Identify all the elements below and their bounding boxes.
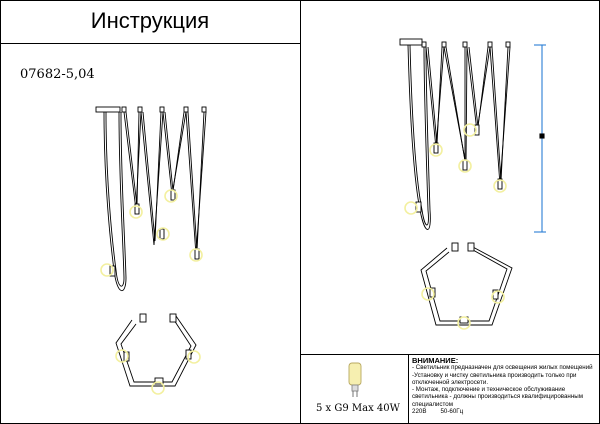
pentagon-highlights-left bbox=[116, 350, 200, 394]
warning-line: - Монтаж, подключение и техническое обслуживание светильника - должны производиться квалифицированным специалистом bbox=[412, 386, 583, 408]
product-code: 07682-5,04 bbox=[20, 67, 95, 82]
warning-heading: ВНИМАНИЕ: bbox=[412, 356, 459, 365]
lamp-spec: 5 x G9 Max 40W bbox=[316, 403, 400, 414]
pendant-drawing-left bbox=[96, 107, 206, 291]
frequency: 50-60Гц bbox=[440, 408, 464, 416]
warning-line: -Установку и чистку светильника производить только при отключенной электросети. bbox=[412, 371, 577, 386]
voltage: 220В bbox=[412, 408, 427, 416]
warning-line: - Светильник предназначен для освещения жилых помещений bbox=[412, 364, 593, 372]
height-dimension bbox=[534, 45, 546, 232]
power-spec bbox=[412, 408, 598, 415]
info-divider bbox=[408, 354, 409, 424]
page-title: Инструкция bbox=[90, 8, 210, 33]
pentagon-drawing-right bbox=[421, 243, 512, 325]
warning-text bbox=[412, 357, 598, 415]
pendant-drawing-right bbox=[400, 39, 510, 230]
pentagon-drawing-left bbox=[116, 314, 196, 386]
